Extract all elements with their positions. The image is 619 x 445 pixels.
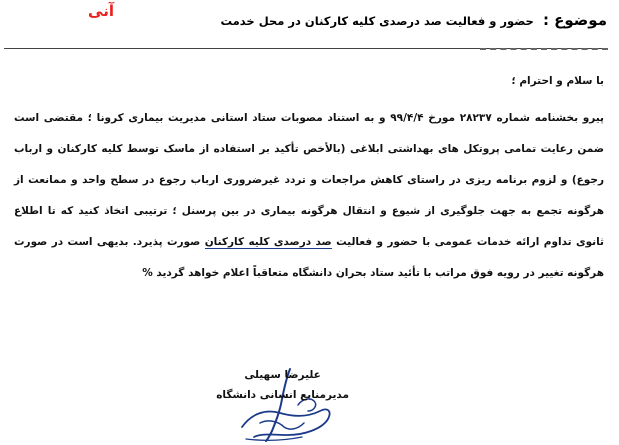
subject-line [221, 10, 608, 29]
subject-text: حضور و فعالیت صد درصدی کلیه کارکنان در محل خدمت [220, 14, 534, 28]
letter-body [14, 103, 604, 289]
body-part-2: صورت پذیرد. بدیهی است در صورت هرگونه تغییر در رویه فوق مراتب با تأئید ستاد بحران دانشگاه متعاقباً اعلام خواهد گردید % [14, 236, 604, 279]
signatory-title: مدیرمنابع انسانی دانشگاه [216, 389, 349, 401]
urgent-label: آنی [88, 2, 114, 20]
greeting: با سلام و احترام ؛ [511, 75, 604, 87]
body-highlight: صد درصدی کلیه کارکنان [204, 236, 332, 248]
signature-block [216, 369, 349, 401]
subject-label: موضوع : [542, 11, 607, 29]
body-part-1: پیرو بخشنامه شماره ۲۸۲۳۷ مورخ ۹۹/۴/۴ و به استناد مصوبات ستاد استانی مدیریت بیماری کرونا ؛ مقتضی است ضمن رعایت تمامی پروتکل های بهداشتی ابلاغی (بالأخص تأکید بر استفاده از ماسک توسط کلیه کارکنان و ارباب رجوع) و لزوم برنامه ریزی در راستای کاهش مراجعات و تردد غیرضروری ارباب رجوع در سطح واحد و ممانعت از هرگونه تجمع به جهت جلوگیری از شیوع و انتقال هرگونه بیماری در بین پرسنل ؛ ترتیبی اتخاذ کنید که تا اطلاع ثانوی تداوم ارائه خدمات عمومی با حضور و فعالیت [14, 112, 605, 248]
header-divider-dashed [480, 48, 608, 50]
signatory-name: علیرضا سهیلی [244, 369, 321, 381]
